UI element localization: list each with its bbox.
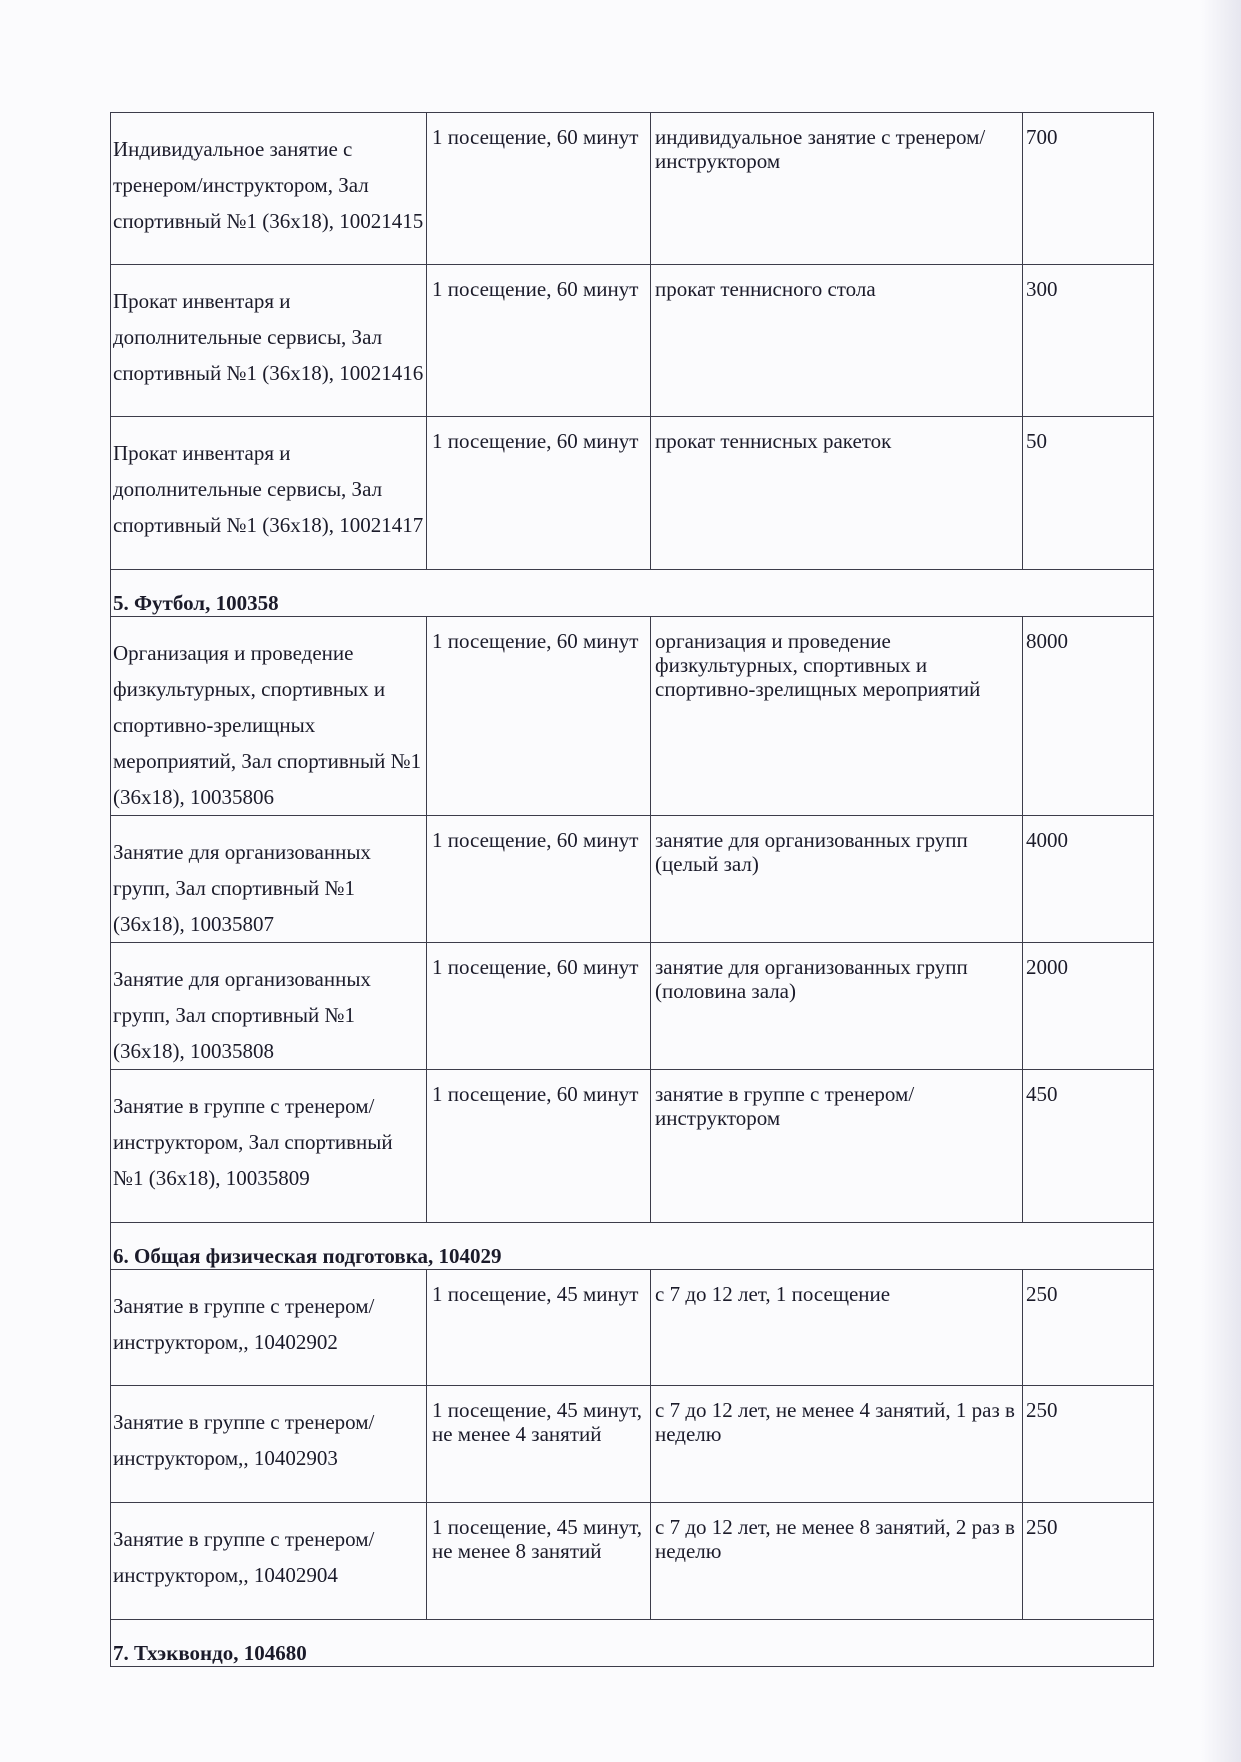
description-cell: организация и проведение физкультурных, спортивных и спортивно-зрелищных мероприятий [651, 617, 1023, 816]
table-row [111, 417, 1154, 570]
unit-cell: 1 посещение, 60 минут [427, 617, 651, 816]
service-name-cell: Индивидуальное занятие с тренером/инструктором, Зал спортивный №1 (36х18), 10021415 [111, 113, 427, 265]
table-row [111, 816, 1154, 943]
description-cell: с 7 до 12 лет, 1 посещение [651, 1270, 1023, 1386]
description-cell: занятие для организованных групп (половина зала) [651, 943, 1023, 1070]
description-cell: индивидуальное занятие с тренером/инструктором [651, 113, 1023, 265]
price-cell: 8000 [1023, 617, 1154, 816]
description-cell: с 7 до 12 лет, не менее 8 занятий, 2 раз в неделю [651, 1503, 1023, 1620]
table-row [111, 943, 1154, 1070]
service-name-cell: Занятие в группе с тренером/инструктором,, 10402903 [111, 1386, 427, 1503]
section-title: 6. Общая физическая подготовка, 104029 [111, 1223, 1154, 1270]
description-cell: занятие для организованных групп (целый зал) [651, 816, 1023, 943]
service-name-cell: Прокат инвентаря и дополнительные сервисы, Зал спортивный №1 (36х18), 10021417 [111, 417, 427, 570]
service-name-cell: Занятие в группе с тренером/инструктором, Зал спортивный №1 (36х18), 10035809 [111, 1070, 427, 1223]
table-row [111, 265, 1154, 417]
price-cell: 250 [1023, 1386, 1154, 1503]
section-header-row [111, 570, 1154, 617]
price-cell: 250 [1023, 1270, 1154, 1386]
price-cell: 4000 [1023, 816, 1154, 943]
service-name-cell: Занятие в группе с тренером/инструктором,, 10402902 [111, 1270, 427, 1386]
price-cell: 450 [1023, 1070, 1154, 1223]
section-header-row [111, 1223, 1154, 1270]
service-name-cell: Занятие для организованных групп, Зал спортивный №1 (36х18), 10035807 [111, 816, 427, 943]
description-cell: прокат теннисных ракеток [651, 417, 1023, 570]
unit-cell: 1 посещение, 60 минут [427, 816, 651, 943]
price-cell: 300 [1023, 265, 1154, 417]
service-name-cell: Занятие в группе с тренером/инструктором,, 10402904 [111, 1503, 427, 1620]
price-cell: 50 [1023, 417, 1154, 570]
section-header-row [111, 1620, 1154, 1667]
table-row [111, 1386, 1154, 1503]
unit-cell: 1 посещение, 45 минут, не менее 4 занятий [427, 1386, 651, 1503]
unit-cell: 1 посещение, 45 минут [427, 1270, 651, 1386]
unit-cell: 1 посещение, 60 минут [427, 417, 651, 570]
service-name-cell: Занятие для организованных групп, Зал спортивный №1 (36х18), 10035808 [111, 943, 427, 1070]
price-cell: 250 [1023, 1503, 1154, 1620]
table-row [111, 1070, 1154, 1223]
table-row [111, 113, 1154, 265]
price-cell: 700 [1023, 113, 1154, 265]
unit-cell: 1 посещение, 60 минут [427, 113, 651, 265]
service-name-cell: Организация и проведение физкультурных, спортивных и спортивно-зрелищных мероприятий, Зал спортивный №1 (36х18), 10035806 [111, 617, 427, 816]
table-row [111, 1503, 1154, 1620]
table-row [111, 617, 1154, 816]
description-cell: занятие в группе с тренером/инструктором [651, 1070, 1023, 1223]
service-name-cell: Прокат инвентаря и дополнительные сервисы, Зал спортивный №1 (36х18), 10021416 [111, 265, 427, 417]
unit-cell: 1 посещение, 45 минут, не менее 8 занятий [427, 1503, 651, 1620]
description-cell: прокат теннисного стола [651, 265, 1023, 417]
table-row [111, 1270, 1154, 1386]
unit-cell: 1 посещение, 60 минут [427, 943, 651, 1070]
unit-cell: 1 посещение, 60 минут [427, 265, 651, 417]
description-cell: с 7 до 12 лет, не менее 4 занятий, 1 раз в неделю [651, 1386, 1023, 1503]
unit-cell: 1 посещение, 60 минут [427, 1070, 651, 1223]
section-title: 7. Тхэквондо, 104680 [111, 1620, 1154, 1667]
section-title: 5. Футбол, 100358 [111, 570, 1154, 617]
price-table [110, 112, 1154, 1667]
price-cell: 2000 [1023, 943, 1154, 1070]
scan-edge-shadow [1201, 0, 1241, 1762]
